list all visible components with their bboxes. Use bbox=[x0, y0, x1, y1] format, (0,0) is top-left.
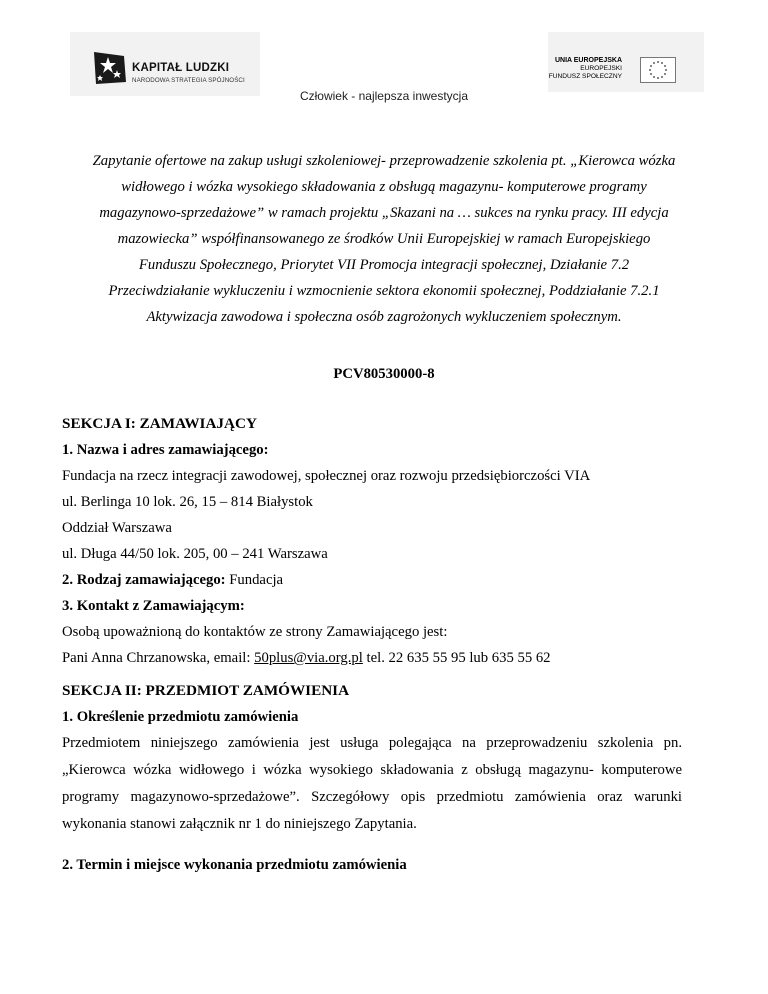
section1-item2-value: Fundacja bbox=[225, 572, 284, 588]
contact-email-link[interactable]: 50plus@via.org.pl bbox=[254, 650, 363, 666]
section2-item1-label: 1. Określenie przedmiotu zamówienia bbox=[62, 709, 299, 725]
kapital-ludzki-subtitle: NARODOWA STRATEGIA SPÓJNOŚCI bbox=[132, 77, 245, 84]
reference-code: PCV80530000-8 bbox=[333, 366, 435, 382]
eu-logo-line3: FUNDUSZ SPOŁECZNY bbox=[548, 73, 622, 80]
kapital-ludzki-emblem-icon bbox=[90, 48, 130, 88]
contact-prefix: Pani Anna Chrzanowska, email: bbox=[62, 650, 255, 666]
org-name: Fundacja na rzecz integracji zawodowej, społecznej oraz rozwoju przedsiębiorczości VIA bbox=[62, 468, 591, 484]
section1-item1-label: 1. Nazwa i adres zamawiającego: bbox=[62, 442, 269, 458]
section-zamawiajacy bbox=[62, 411, 682, 671]
section2-heading: SEKCJA II: PRZEDMIOT ZAMÓWIENIA bbox=[62, 682, 350, 699]
section1-item2-label: 2. Rodzaj zamawiającego: bbox=[62, 572, 226, 588]
section2-item1-text: Przedmiotem niniejszego zamówienia jest usługa polegająca na przeprowadzeniu szkolenia pn. „Kierowca wózka widłowego i wózka wysokiego składowania z obsługą magazynu- komputerowe programy magazynowo-sprzedażowe”. Szczegółowy opis przedmiotu zamówienia oraz warunki wykonania stanowi załącznik nr 1 do niniejszego Zapytania. bbox=[62, 735, 682, 832]
intro-paragraph: Zapytanie ofertowe na zakup usługi szkoleniowej- przeprowadzenie szkolenia pt. „Kierowca wózka widłowego i wózka wysokiego składowania z obsługą magazynu- komputerowe programy magazynowo-sprzedażowe” w ramach projektu „Skazani na … sukces na rynku pracy. III edycja mazowiecka” współfinansowanego ze środków Unii Europejskiej w ramach Europejskiego Funduszu Społecznego, Priorytet VII Promocja integracji społecznej, Działanie 7.2 Przeciwdziałanie wykluczeniu i wzmocnienie sektora ekonomii społecznej, Poddziałanie 7.2.1 Aktywizacja zawodowa i społeczna osób zagrożonych wykluczeniem społecznym. bbox=[92, 153, 676, 325]
contact-phone: tel. 22 635 55 95 lub 635 55 62 bbox=[362, 650, 551, 666]
org-address: ul. Berlinga 10 lok. 26, 15 – 814 Białystok bbox=[62, 494, 313, 510]
header-motto: Człowiek - najlepsza inwestycja bbox=[299, 89, 469, 103]
page-header bbox=[0, 0, 768, 110]
eu-logo-text bbox=[549, 57, 622, 81]
section2-item2-label: 2. Termin i miejsce wykonania przedmiotu zamówienia bbox=[62, 857, 407, 873]
kapital-ludzki-title: KAPITAŁ LUDZKI bbox=[132, 62, 230, 74]
section-przedmiot bbox=[62, 678, 682, 878]
eu-flag-icon bbox=[640, 57, 676, 83]
section1-item3-label: 3. Kontakt z Zamawiającym: bbox=[62, 598, 245, 614]
branch-name: Oddział Warszawa bbox=[62, 520, 172, 536]
eu-logo-line2: EUROPEJSKI bbox=[580, 65, 622, 72]
contact-intro: Osobą upoważnioną do kontaktów ze strony Zamawiającego jest: bbox=[62, 624, 448, 640]
kapital-ludzki-logo bbox=[70, 32, 260, 96]
eu-efs-logo bbox=[548, 32, 704, 92]
section1-heading: SEKCJA I: ZAMAWIAJĄCY bbox=[62, 415, 257, 432]
section1-item2 bbox=[62, 567, 682, 593]
branch-address: ul. Długa 44/50 lok. 205, 00 – 241 Warszawa bbox=[62, 546, 328, 562]
eu-logo-line1: UNIA EUROPEJSKA bbox=[554, 57, 622, 64]
contact-line bbox=[62, 645, 682, 671]
